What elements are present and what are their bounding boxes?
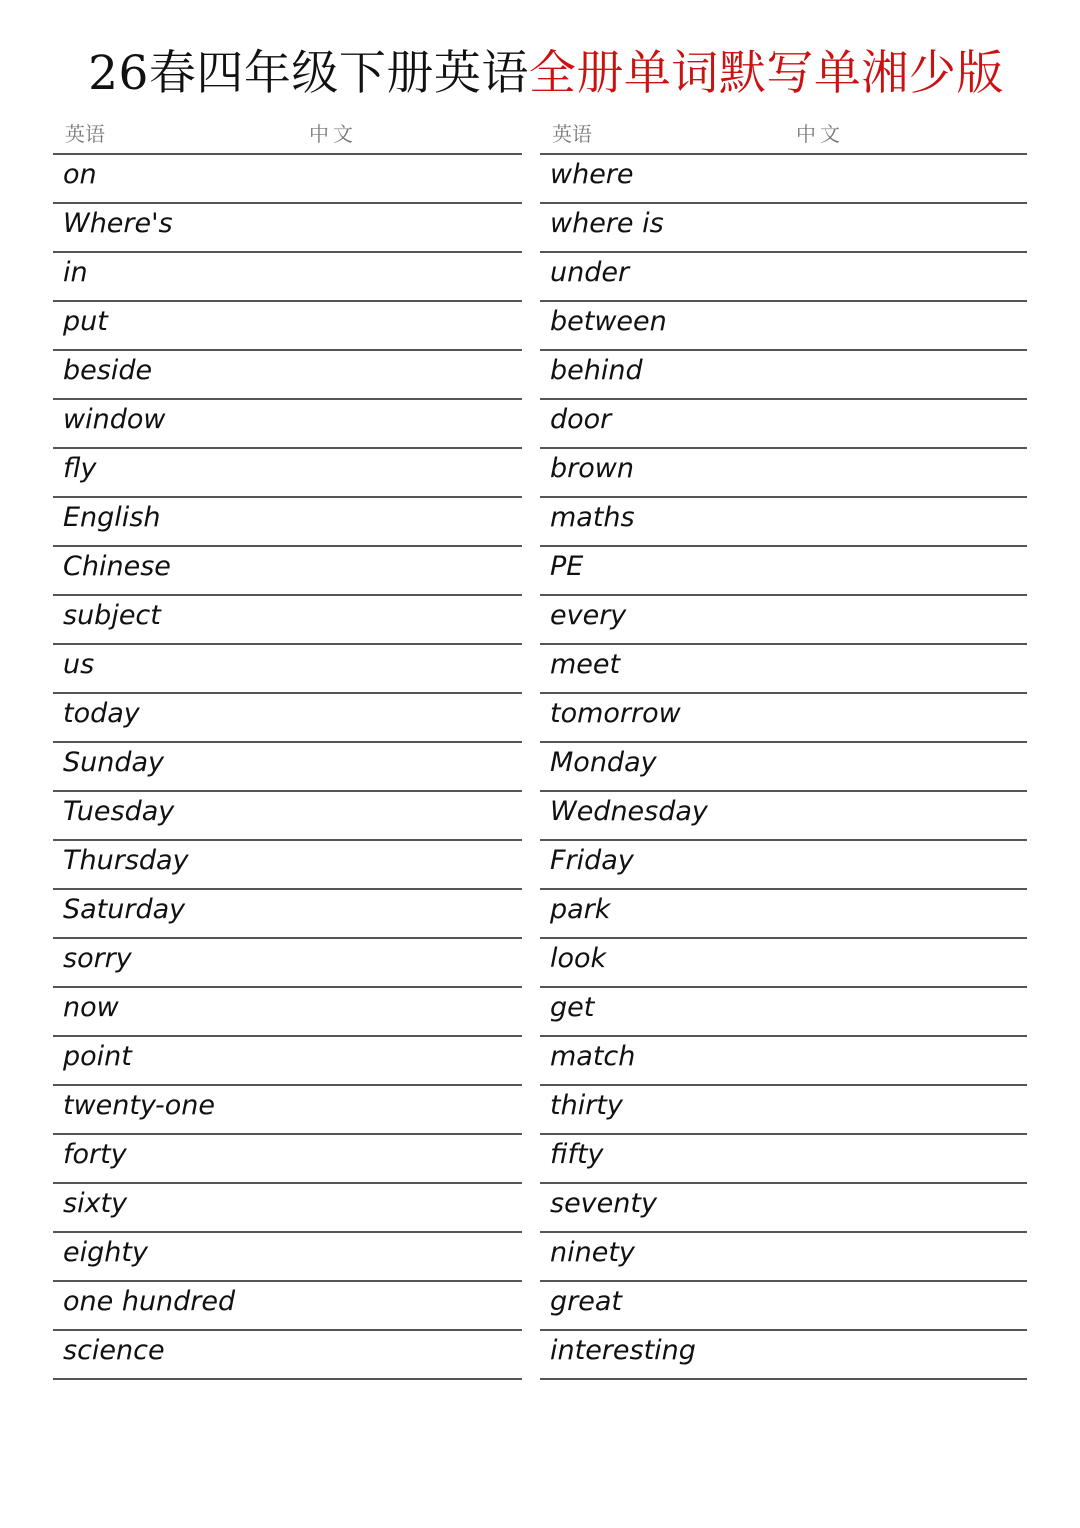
- english-word: Tuesday: [63, 796, 175, 827]
- english-word: maths: [550, 502, 635, 533]
- word-row: [53, 400, 522, 449]
- word-row: [540, 792, 1027, 841]
- english-word: window: [63, 404, 166, 435]
- english-word: English: [63, 502, 161, 533]
- word-row: [540, 890, 1027, 939]
- word-list: [540, 155, 1027, 1380]
- english-word: forty: [63, 1139, 127, 1170]
- english-word: Monday: [550, 747, 657, 778]
- word-row: [53, 1135, 522, 1184]
- english-word: between: [550, 306, 667, 337]
- header-chinese: 中文: [309, 122, 357, 146]
- english-word: on: [63, 159, 97, 190]
- word-row: [540, 498, 1027, 547]
- english-word: door: [550, 404, 612, 435]
- english-word: eighty: [63, 1237, 148, 1268]
- english-word: behind: [550, 355, 643, 386]
- word-row: [540, 743, 1027, 792]
- word-row: [53, 547, 522, 596]
- word-row: [53, 1233, 522, 1282]
- english-word: brown: [550, 453, 634, 484]
- english-word: under: [550, 257, 630, 288]
- english-word: point: [63, 1041, 132, 1072]
- english-word: science: [63, 1335, 165, 1366]
- word-list: [53, 155, 522, 1380]
- english-word: look: [550, 943, 607, 974]
- english-word: us: [63, 649, 95, 680]
- word-row: [53, 155, 522, 204]
- word-row: [540, 596, 1027, 645]
- word-row: [540, 1037, 1027, 1086]
- english-word: Sunday: [63, 747, 165, 778]
- word-row: [540, 253, 1027, 302]
- word-row: [53, 694, 522, 743]
- english-word: fly: [63, 453, 97, 484]
- word-row: [540, 547, 1027, 596]
- english-word: today: [63, 698, 140, 729]
- english-word: fifty: [550, 1139, 604, 1170]
- word-column-left: [53, 110, 522, 1380]
- word-row: [540, 204, 1027, 253]
- english-word: sixty: [63, 1188, 128, 1219]
- english-word: subject: [63, 600, 161, 631]
- english-word: park: [550, 894, 611, 925]
- english-word: where is: [550, 208, 664, 239]
- english-word: match: [550, 1041, 636, 1072]
- word-row: [540, 1282, 1027, 1331]
- english-word: put: [63, 306, 108, 337]
- english-word: ninety: [550, 1237, 635, 1268]
- english-word: meet: [550, 649, 621, 680]
- column-header: [540, 110, 1027, 155]
- word-row: [53, 841, 522, 890]
- word-row: [540, 645, 1027, 694]
- english-word: great: [550, 1286, 622, 1317]
- word-column-right: [540, 110, 1027, 1380]
- page-title: [0, 42, 1080, 106]
- word-row: [540, 351, 1027, 400]
- word-row: [53, 253, 522, 302]
- word-row: [540, 988, 1027, 1037]
- english-word: Thursday: [63, 845, 189, 876]
- column-header: [53, 110, 522, 155]
- word-row: [540, 939, 1027, 988]
- word-row: [53, 498, 522, 547]
- english-word: tomorrow: [550, 698, 681, 729]
- title-main: 26春四年级下册英语: [88, 46, 529, 101]
- english-word: every: [550, 600, 627, 631]
- word-row: [53, 1282, 522, 1331]
- word-row: [53, 792, 522, 841]
- title-highlight: 全册单词默写单湘少版: [528, 46, 1004, 101]
- header-english: 英语: [552, 122, 592, 146]
- english-word: interesting: [550, 1335, 696, 1366]
- word-row: [53, 939, 522, 988]
- word-row: [53, 1331, 522, 1380]
- word-row: [53, 204, 522, 253]
- word-row: [53, 645, 522, 694]
- word-row: [53, 1037, 522, 1086]
- word-row: [540, 155, 1027, 204]
- english-word: Saturday: [63, 894, 186, 925]
- english-word: get: [550, 992, 595, 1023]
- word-row: [540, 400, 1027, 449]
- english-word: in: [63, 257, 88, 288]
- english-word: Wednesday: [550, 796, 708, 827]
- english-word: sorry: [63, 943, 132, 974]
- english-word: twenty-one: [63, 1090, 215, 1121]
- english-word: Where's: [63, 208, 173, 239]
- word-row: [53, 890, 522, 939]
- english-word: thirty: [550, 1090, 623, 1121]
- word-row: [53, 351, 522, 400]
- word-row: [540, 1233, 1027, 1282]
- english-word: one hundred: [63, 1286, 236, 1317]
- header-chinese: 中文: [796, 122, 844, 146]
- english-word: seventy: [550, 1188, 657, 1219]
- header-english: 英语: [65, 122, 105, 146]
- word-row: [540, 694, 1027, 743]
- english-word: beside: [63, 355, 153, 386]
- word-row: [540, 841, 1027, 890]
- word-row: [540, 1331, 1027, 1380]
- word-row: [53, 596, 522, 645]
- english-word: Chinese: [63, 551, 171, 582]
- word-row: [540, 302, 1027, 351]
- word-row: [53, 1086, 522, 1135]
- english-word: where: [550, 159, 634, 190]
- english-word: PE: [550, 551, 584, 582]
- word-row: [540, 1086, 1027, 1135]
- word-row: [53, 449, 522, 498]
- word-row: [540, 1135, 1027, 1184]
- word-row: [53, 302, 522, 351]
- english-word: Friday: [550, 845, 634, 876]
- word-row: [540, 1184, 1027, 1233]
- word-row: [540, 449, 1027, 498]
- word-row: [53, 743, 522, 792]
- english-word: now: [63, 992, 119, 1023]
- word-row: [53, 1184, 522, 1233]
- word-row: [53, 988, 522, 1037]
